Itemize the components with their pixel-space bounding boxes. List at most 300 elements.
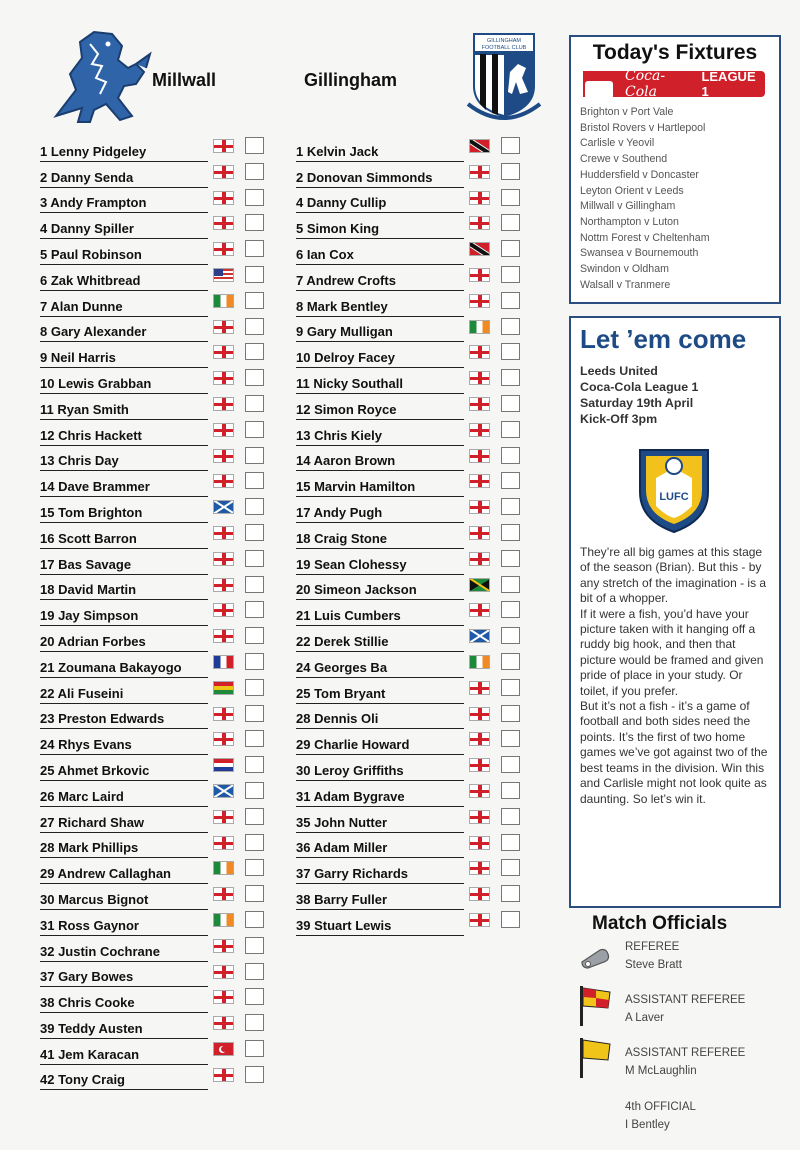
checkbox[interactable] xyxy=(245,1040,264,1057)
irl-flag-icon xyxy=(469,655,490,669)
checkbox[interactable] xyxy=(501,318,520,335)
eng-flag-icon xyxy=(469,216,490,230)
checkbox[interactable] xyxy=(245,369,264,386)
eng-flag-icon xyxy=(469,552,490,566)
irl-flag-icon xyxy=(213,913,234,927)
checkbox[interactable] xyxy=(501,292,520,309)
checkbox[interactable] xyxy=(501,756,520,773)
player-name: 22 Ali Fuseini xyxy=(40,685,124,701)
player-row xyxy=(40,936,270,962)
player-name: 24 Georges Ba xyxy=(296,659,388,675)
eng-flag-icon xyxy=(469,165,490,179)
player-name: 10 Delroy Facey xyxy=(296,350,396,366)
player-name: 15 Marvin Hamilton xyxy=(296,479,416,495)
sco-flag-icon xyxy=(213,500,234,514)
checkbox[interactable] xyxy=(501,601,520,618)
player-name: 14 Aaron Brown xyxy=(296,453,396,469)
player-name: 21 Luis Cumbers xyxy=(296,608,401,624)
tur-flag-icon xyxy=(213,1042,234,1056)
gillingham-badge xyxy=(466,32,542,120)
player-name: 3 Andy Frampton xyxy=(40,195,147,211)
checkbox[interactable] xyxy=(501,911,520,928)
checkbox[interactable] xyxy=(245,963,264,980)
millwall-lion-badge xyxy=(36,24,154,124)
preview-paragraph: But it’s not a fish - it’s a game of football and both sides need the points. It’s the first of two home games we’ve got against two of the best teams in the division. Win this and Carlisle might not look quite as daunting. So let’s win it. xyxy=(580,699,768,806)
official-assistant-1 xyxy=(625,991,745,1027)
player-name: 9 Neil Harris xyxy=(40,350,116,366)
player-row xyxy=(296,704,526,730)
player-name: 16 Scott Barron xyxy=(40,530,137,546)
preview-competition: Coca-Cola League 1 xyxy=(580,380,699,394)
player-row xyxy=(40,652,270,678)
checkbox[interactable] xyxy=(501,730,520,747)
player-name: 8 Mark Bentley xyxy=(296,298,388,314)
player-name: 38 Barry Fuller xyxy=(296,891,388,907)
bih-flag-icon xyxy=(213,758,234,772)
player-row xyxy=(296,678,526,704)
player-row xyxy=(40,342,270,368)
checkbox[interactable] xyxy=(245,834,264,851)
official-assistant-2 xyxy=(625,1044,745,1080)
player-name: 39 Teddy Austen xyxy=(40,1020,143,1036)
checkbox[interactable] xyxy=(245,550,264,567)
official-fourth xyxy=(625,1098,696,1134)
irl-flag-icon xyxy=(469,320,490,334)
preview-title: Let ’em come xyxy=(580,324,747,354)
fixture-item: Bristol Rovers v Hartlepool xyxy=(580,121,706,134)
checkbox[interactable] xyxy=(501,498,520,515)
checkbox[interactable] xyxy=(245,1014,264,1031)
player-name: 19 Jay Simpson xyxy=(40,608,139,624)
checkbox[interactable] xyxy=(501,163,520,180)
red-flag-icon xyxy=(576,984,616,1028)
checkbox[interactable] xyxy=(245,937,264,954)
player-row xyxy=(40,497,270,523)
eng-flag-icon xyxy=(469,294,490,308)
checkbox[interactable] xyxy=(501,782,520,799)
checkbox[interactable] xyxy=(245,1066,264,1083)
player-row xyxy=(296,239,526,265)
sco-flag-icon xyxy=(213,784,234,798)
checkbox[interactable] xyxy=(501,395,520,412)
official-name: M McLaughlin xyxy=(625,1065,697,1077)
checkbox[interactable] xyxy=(501,421,520,438)
checkbox[interactable] xyxy=(245,292,264,309)
checkbox[interactable] xyxy=(245,705,264,722)
player-row xyxy=(40,910,270,936)
checkbox[interactable] xyxy=(245,266,264,283)
officials-title: Match Officials xyxy=(592,913,728,934)
player-row xyxy=(296,600,526,626)
player-row xyxy=(296,394,526,420)
checkbox[interactable] xyxy=(501,808,520,825)
fixtures-list xyxy=(580,105,779,293)
preview-paragraph: If it were a fish, you’d have your picture taken with it hanging off a ruddy big hook, and then that picture would be framed and given pride of place in your study. Or toilet, if you prefer. xyxy=(580,606,764,698)
player-row xyxy=(40,600,270,626)
eng-flag-icon xyxy=(213,836,234,850)
official-role: 4th OFFICIAL xyxy=(625,1101,696,1113)
checkbox[interactable] xyxy=(501,885,520,902)
checkbox[interactable] xyxy=(245,318,264,335)
checkbox[interactable] xyxy=(501,343,520,360)
player-row xyxy=(40,781,270,807)
checkbox[interactable] xyxy=(501,472,520,489)
checkbox[interactable] xyxy=(245,395,264,412)
eng-flag-icon xyxy=(213,216,234,230)
eng-flag-icon xyxy=(213,939,234,953)
player-name: 15 Tom Brighton xyxy=(40,504,143,520)
player-row xyxy=(296,265,526,291)
checkbox[interactable] xyxy=(245,421,264,438)
checkbox[interactable] xyxy=(245,859,264,876)
player-row xyxy=(296,626,526,652)
eng-flag-icon xyxy=(469,191,490,205)
checkbox[interactable] xyxy=(245,730,264,747)
player-row xyxy=(40,962,270,988)
badge-text-line2: FOOTBALL CLUB xyxy=(481,45,527,51)
eng-flag-icon xyxy=(213,242,234,256)
player-row xyxy=(296,884,526,910)
preview-date: Saturday 19th April xyxy=(580,396,694,410)
player-name: 19 Sean Clohessy xyxy=(296,556,407,572)
checkbox[interactable] xyxy=(245,524,264,541)
player-name: 17 Bas Savage xyxy=(40,556,132,572)
player-row xyxy=(40,807,270,833)
player-row xyxy=(296,317,526,343)
player-name: 23 Preston Edwards xyxy=(40,711,165,727)
eng-flag-icon xyxy=(213,139,234,153)
official-referee xyxy=(625,938,682,974)
eng-flag-icon xyxy=(213,371,234,385)
checkbox[interactable] xyxy=(245,240,264,257)
player-row xyxy=(40,471,270,497)
home-squad-list xyxy=(40,136,270,1090)
eng-flag-icon xyxy=(213,397,234,411)
player-name: 32 Justin Cochrane xyxy=(40,943,160,959)
eng-flag-icon xyxy=(469,887,490,901)
fixture-item: Leyton Orient v Leeds xyxy=(580,184,684,197)
checkbox[interactable] xyxy=(501,705,520,722)
player-name: 28 Dennis Oli xyxy=(296,711,379,727)
preview-kickoff: Kick-Off 3pm xyxy=(580,412,658,426)
player-row xyxy=(40,1039,270,1065)
checkbox[interactable] xyxy=(245,808,264,825)
player-row xyxy=(40,704,270,730)
away-team-name: Gillingham xyxy=(304,70,398,90)
player-name: 18 David Martin xyxy=(40,582,137,598)
fixture-item: Carlisle v Yeovil xyxy=(580,137,655,150)
fixture-item: Huddersfield v Doncaster xyxy=(580,168,699,181)
gha-flag-icon xyxy=(213,681,234,695)
underline xyxy=(40,1089,208,1090)
eng-flag-icon xyxy=(469,707,490,721)
checkbox[interactable] xyxy=(245,576,264,593)
eng-flag-icon xyxy=(469,784,490,798)
player-name: 7 Alan Dunne xyxy=(40,298,123,314)
fixture-item: Swansea v Bournemouth xyxy=(580,247,699,260)
eng-flag-icon xyxy=(213,552,234,566)
checkbox[interactable] xyxy=(501,266,520,283)
player-name: 7 Andrew Crofts xyxy=(296,272,396,288)
player-row xyxy=(296,858,526,884)
player-row xyxy=(296,575,526,601)
player-name: 4 Danny Spiller xyxy=(40,221,134,237)
player-row xyxy=(40,549,270,575)
eng-flag-icon xyxy=(469,526,490,540)
whistle-icon xyxy=(578,944,612,970)
eng-flag-icon xyxy=(469,861,490,875)
player-row xyxy=(296,213,526,239)
checkbox[interactable] xyxy=(501,189,520,206)
player-name: 31 Ross Gaynor xyxy=(40,917,139,933)
player-row xyxy=(40,394,270,420)
player-name: 12 Chris Hackett xyxy=(40,427,142,443)
checkbox[interactable] xyxy=(245,988,264,1005)
checkbox[interactable] xyxy=(245,343,264,360)
player-row xyxy=(40,729,270,755)
player-name: 30 Leroy Griffiths xyxy=(296,762,404,778)
eng-flag-icon xyxy=(213,423,234,437)
player-row xyxy=(40,291,270,317)
checkbox[interactable] xyxy=(501,679,520,696)
tri-flag-icon xyxy=(469,139,490,153)
eng-flag-icon xyxy=(469,268,490,282)
player-name: 11 Ryan Smith xyxy=(40,401,129,417)
player-name: 11 Nicky Southall xyxy=(296,375,403,391)
player-row xyxy=(296,781,526,807)
player-name: 21 Zoumana Bakayogo xyxy=(40,659,182,675)
player-row xyxy=(40,446,270,472)
player-name: 29 Andrew Callaghan xyxy=(40,866,171,882)
badge-text-line1: GILLINGHAM xyxy=(487,38,521,44)
checkbox[interactable] xyxy=(501,240,520,257)
player-row xyxy=(40,162,270,188)
player-row xyxy=(40,678,270,704)
league-logo-icon xyxy=(585,81,613,99)
fixture-item: Northampton v Luton xyxy=(580,215,679,228)
eng-flag-icon xyxy=(213,1068,234,1082)
player-row xyxy=(40,858,270,884)
player-name: 6 Ian Cox xyxy=(296,246,354,262)
player-name: 35 John Nutter xyxy=(296,814,388,830)
checkbox[interactable] xyxy=(501,834,520,851)
player-name: 5 Paul Robinson xyxy=(40,246,142,262)
checkbox[interactable] xyxy=(245,627,264,644)
player-name: 38 Chris Cooke xyxy=(40,995,135,1011)
player-name: 1 Kelvin Jack xyxy=(296,143,379,159)
player-row xyxy=(296,471,526,497)
player-name: 20 Adrian Forbes xyxy=(40,633,146,649)
player-row xyxy=(296,342,526,368)
player-row xyxy=(40,317,270,343)
eng-flag-icon xyxy=(213,603,234,617)
player-row xyxy=(40,136,270,162)
player-name: 37 Gary Bowes xyxy=(40,969,134,985)
jam-flag-icon xyxy=(469,578,490,592)
player-row xyxy=(296,755,526,781)
player-row xyxy=(40,884,270,910)
official-name: A Laver xyxy=(625,1012,664,1024)
eng-flag-icon xyxy=(469,449,490,463)
checkbox[interactable] xyxy=(501,369,520,386)
checkbox[interactable] xyxy=(245,782,264,799)
player-row xyxy=(40,575,270,601)
checkbox[interactable] xyxy=(501,653,520,670)
player-name: 22 Derek Stillie xyxy=(296,633,389,649)
player-row xyxy=(296,291,526,317)
checkbox[interactable] xyxy=(245,653,264,670)
player-row xyxy=(40,523,270,549)
eng-flag-icon xyxy=(213,320,234,334)
player-name: 36 Adam Miller xyxy=(296,840,388,856)
fixtures-panel xyxy=(569,35,781,304)
tri-flag-icon xyxy=(469,242,490,256)
checkbox[interactable] xyxy=(245,498,264,515)
eng-flag-icon xyxy=(213,965,234,979)
player-name: 39 Stuart Lewis xyxy=(296,917,392,933)
eng-flag-icon xyxy=(469,603,490,617)
checkbox[interactable] xyxy=(245,472,264,489)
sco-flag-icon xyxy=(469,629,490,643)
checkbox[interactable] xyxy=(501,859,520,876)
player-name: 2 Donovan Simmonds xyxy=(296,169,433,185)
underline xyxy=(296,935,464,936)
fra-flag-icon xyxy=(213,655,234,669)
player-row xyxy=(40,213,270,239)
player-row xyxy=(296,549,526,575)
eng-flag-icon xyxy=(469,810,490,824)
irl-flag-icon xyxy=(213,294,234,308)
player-name: 2 Danny Senda xyxy=(40,169,134,185)
player-name: 41 Jem Karacan xyxy=(40,1046,140,1062)
checkbox[interactable] xyxy=(501,137,520,154)
player-row xyxy=(296,162,526,188)
player-row xyxy=(296,420,526,446)
player-name: 37 Garry Richards xyxy=(296,866,409,882)
checkbox[interactable] xyxy=(245,601,264,618)
league-label: LEAGUE 1 xyxy=(701,69,756,99)
player-row xyxy=(40,239,270,265)
away-squad-list xyxy=(296,136,526,936)
fixture-item: Nottm Forest v Cheltenham xyxy=(580,231,710,244)
player-name: 13 Chris Kiely xyxy=(296,427,382,443)
fixture-item: Swindon v Oldham xyxy=(580,263,669,276)
player-row xyxy=(40,368,270,394)
eng-flag-icon xyxy=(469,345,490,359)
checkbox[interactable] xyxy=(501,214,520,231)
usa-flag-icon xyxy=(213,268,234,282)
player-name: 6 Zak Whitbread xyxy=(40,272,141,288)
eng-flag-icon xyxy=(469,397,490,411)
checkbox[interactable] xyxy=(245,214,264,231)
eng-flag-icon xyxy=(213,474,234,488)
player-row xyxy=(296,652,526,678)
player-row xyxy=(40,1065,270,1091)
fixture-item: Brighton v Port Vale xyxy=(580,106,674,118)
player-row xyxy=(296,497,526,523)
official-role: ASSISTANT REFEREE xyxy=(625,1047,746,1059)
official-role: ASSISTANT REFEREE xyxy=(625,994,746,1006)
irl-flag-icon xyxy=(213,861,234,875)
player-name: 12 Simon Royce xyxy=(296,401,397,417)
player-row xyxy=(40,1013,270,1039)
eng-flag-icon xyxy=(213,887,234,901)
fixture-item: Millwall v Gillingham xyxy=(580,200,676,213)
player-name: 13 Chris Day xyxy=(40,453,119,469)
checkbox[interactable] xyxy=(501,627,520,644)
checkbox[interactable] xyxy=(245,137,264,154)
checkbox[interactable] xyxy=(501,576,520,593)
eng-flag-icon xyxy=(213,629,234,643)
preview-body xyxy=(580,545,772,807)
league-brand: Coca-Cola xyxy=(625,68,666,100)
eng-flag-icon xyxy=(213,732,234,746)
player-name: 26 Marc Laird xyxy=(40,788,124,804)
checkbox[interactable] xyxy=(245,679,264,696)
player-name: 10 Lewis Grabban xyxy=(40,375,152,391)
player-name: 1 Lenny Pidgeley xyxy=(40,143,147,159)
official-role: REFEREE xyxy=(625,941,680,953)
eng-flag-icon xyxy=(469,500,490,514)
player-row xyxy=(40,833,270,859)
checkbox[interactable] xyxy=(501,524,520,541)
eng-flag-icon xyxy=(213,810,234,824)
preview-team: Leeds United xyxy=(580,364,658,378)
player-name: 4 Danny Cullip xyxy=(296,195,387,211)
player-name: 18 Craig Stone xyxy=(296,530,388,546)
player-name: 42 Tony Craig xyxy=(40,1072,126,1088)
player-name: 14 Dave Brammer xyxy=(40,479,150,495)
player-name: 25 Tom Bryant xyxy=(296,685,386,701)
fixture-item: Crewe v Southend xyxy=(580,153,668,166)
player-name: 25 Ahmet Brkovic xyxy=(40,762,150,778)
eng-flag-icon xyxy=(213,707,234,721)
checkbox[interactable] xyxy=(245,189,264,206)
checkbox[interactable] xyxy=(245,163,264,180)
eng-flag-icon xyxy=(213,990,234,1004)
player-name: 9 Gary Mulligan xyxy=(296,324,393,340)
player-row xyxy=(296,523,526,549)
official-name: I Bentley xyxy=(625,1119,670,1131)
eng-flag-icon xyxy=(213,449,234,463)
checkbox[interactable] xyxy=(245,885,264,902)
player-row xyxy=(296,833,526,859)
checkbox[interactable] xyxy=(501,550,520,567)
home-team-name: Millwall xyxy=(152,70,217,90)
player-name: 24 Rhys Evans xyxy=(40,737,132,753)
player-name: 31 Adam Bygrave xyxy=(296,788,405,804)
player-row xyxy=(40,626,270,652)
player-row xyxy=(40,188,270,214)
eng-flag-icon xyxy=(213,1016,234,1030)
eng-flag-icon xyxy=(469,371,490,385)
player-name: 28 Mark Phillips xyxy=(40,840,139,856)
eng-flag-icon xyxy=(213,526,234,540)
eng-flag-icon xyxy=(469,423,490,437)
player-row xyxy=(296,446,526,472)
eng-flag-icon xyxy=(213,165,234,179)
eng-flag-icon xyxy=(469,474,490,488)
eng-flag-icon xyxy=(213,578,234,592)
player-row xyxy=(296,729,526,755)
checkbox[interactable] xyxy=(245,447,264,464)
player-name: 30 Marcus Bignot xyxy=(40,891,149,907)
checkbox[interactable] xyxy=(501,447,520,464)
player-name: 29 Charlie Howard xyxy=(296,737,410,753)
checkbox[interactable] xyxy=(245,756,264,773)
leeds-badge-text: LUFC xyxy=(659,491,689,503)
checkbox[interactable] xyxy=(245,911,264,928)
